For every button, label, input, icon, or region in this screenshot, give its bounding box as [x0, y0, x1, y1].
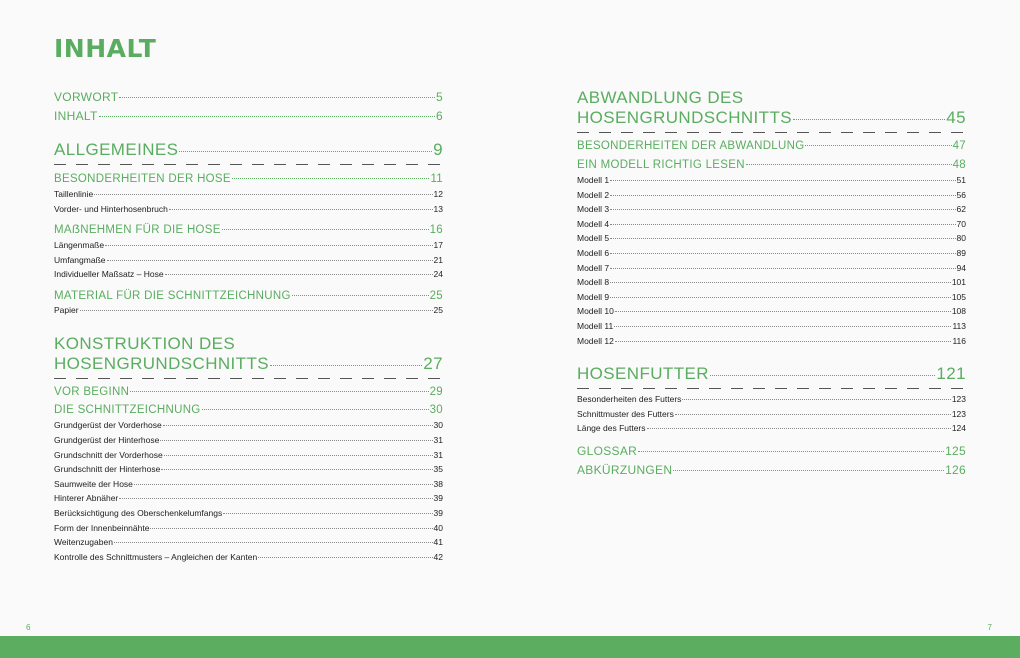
toc-right-column	[577, 88, 966, 480]
toc-item[interactable]: Modell 12 116	[577, 335, 966, 346]
toc-item[interactable]: Taillenlinie 12	[54, 189, 443, 199]
toc-item[interactable]: Modell 9 105	[577, 291, 966, 302]
toc-entry-abkuerzungen[interactable]: ABKÜRZUNGEN 126	[577, 462, 966, 477]
toc-entry-vorwort[interactable]: VORWORT 5	[54, 90, 443, 104]
toc-chapter-konstruktion[interactable]: HOSENGRUNDSCHNITTS 27	[54, 354, 443, 374]
toc-item[interactable]: Modell 2 56	[577, 189, 966, 200]
toc-chapter-hosenfutter[interactable]: HOSENFUTTER 121	[577, 364, 966, 384]
toc-item[interactable]: Schnittmuster des Futters 123	[577, 408, 966, 419]
toc-chapter-abwandlung[interactable]: HOSENGRUNDSCHNITTS 45	[577, 108, 966, 127]
toc-item[interactable]: Individueller Maßsatz – Hose 24	[54, 269, 443, 280]
toc-entry-glossar[interactable]: GLOSSAR 125	[577, 443, 966, 458]
toc-chapter-abwandlung-line1: ABWANDLUNG DES	[577, 88, 744, 107]
toc-item[interactable]: Länge des Futters 124	[577, 423, 966, 434]
toc-item[interactable]: Modell 5 80	[577, 233, 966, 244]
toc-section-modell-lesen[interactable]: EIN MODELL RICHTIG LESEN 48	[577, 159, 966, 171]
toc-item[interactable]: Modell 6 89	[577, 247, 966, 258]
toc-item[interactable]: Weitenzugaben 41	[54, 537, 443, 548]
toc-item[interactable]: Kontrolle des Schnittmusters – Angleichen der Kanten 42	[54, 551, 443, 562]
toc-item[interactable]: Grundgerüst der Vorderhose 30	[54, 420, 443, 431]
toc-item[interactable]: Papier 25	[54, 304, 443, 315]
toc-section-schnittzeichnung[interactable]: DIE SCHNITTZEICHNUNG 30	[54, 404, 443, 417]
footer-bar	[0, 636, 1020, 658]
toc-item[interactable]: Modell 10 108	[577, 306, 966, 317]
toc-item[interactable]: Berücksichtigung des Oberschenkelumfangs 39	[54, 508, 443, 519]
toc-item[interactable]: Modell 7 94	[577, 262, 966, 273]
toc-item[interactable]: Modell 3 62	[577, 204, 966, 215]
toc-item[interactable]: Modell 11 113	[577, 320, 966, 331]
toc-item[interactable]: Grundgerüst der Hinterhose 31	[54, 435, 443, 446]
page-title: INHALT	[54, 34, 157, 63]
toc-item[interactable]: Modell 8 101	[577, 277, 966, 288]
page-number-left: 6	[26, 623, 31, 632]
toc-item[interactable]: Besonderheiten des Futters 123	[577, 394, 966, 405]
toc-item[interactable]: Vorder- und Hinterhosenbruch 13	[54, 203, 443, 214]
toc-item[interactable]: Modell 1 51	[577, 175, 966, 185]
toc-item[interactable]: Grundschnitt der Vorderhose 31	[54, 449, 443, 460]
toc-section-massnehmen[interactable]: MAẞNEHMEN FÜR DIE HOSE 16	[54, 224, 443, 237]
toc-chapter-konstruktion-line1: KONSTRUKTION DES	[54, 334, 236, 354]
toc-entry-inhalt[interactable]: INHALT 6	[54, 109, 443, 123]
toc-section-besonderheiten-hose[interactable]: BESONDERHEITEN DER HOSE 11	[54, 173, 443, 185]
toc-left-column	[54, 88, 443, 564]
toc-section-besonderheiten-abwandlung[interactable]: BESONDERHEITEN DER ABWANDLUNG 47	[577, 140, 966, 152]
toc-chapter-allgemeines[interactable]: ALLGEMEINES 9	[54, 140, 443, 159]
toc-item[interactable]: Saumweite der Hose 38	[54, 478, 443, 489]
toc-item[interactable]: Form der Innenbeinnähte 40	[54, 522, 443, 533]
toc-item[interactable]: Grundschnitt der Hinterhose 35	[54, 464, 443, 475]
toc-item[interactable]: Modell 4 70	[577, 218, 966, 229]
toc-section-vor-beginn[interactable]: VOR BEGINN 29	[54, 386, 443, 399]
toc-item[interactable]: Hinterer Abnäher 39	[54, 493, 443, 504]
toc-section-material[interactable]: MATERIAL FÜR DIE SCHNITTZEICHNUNG 25	[54, 289, 443, 302]
page-number-right: 7	[987, 623, 992, 632]
toc-item[interactable]: Umfangmaße 21	[54, 254, 443, 265]
toc-item[interactable]: Längenmaße 17	[54, 240, 443, 251]
